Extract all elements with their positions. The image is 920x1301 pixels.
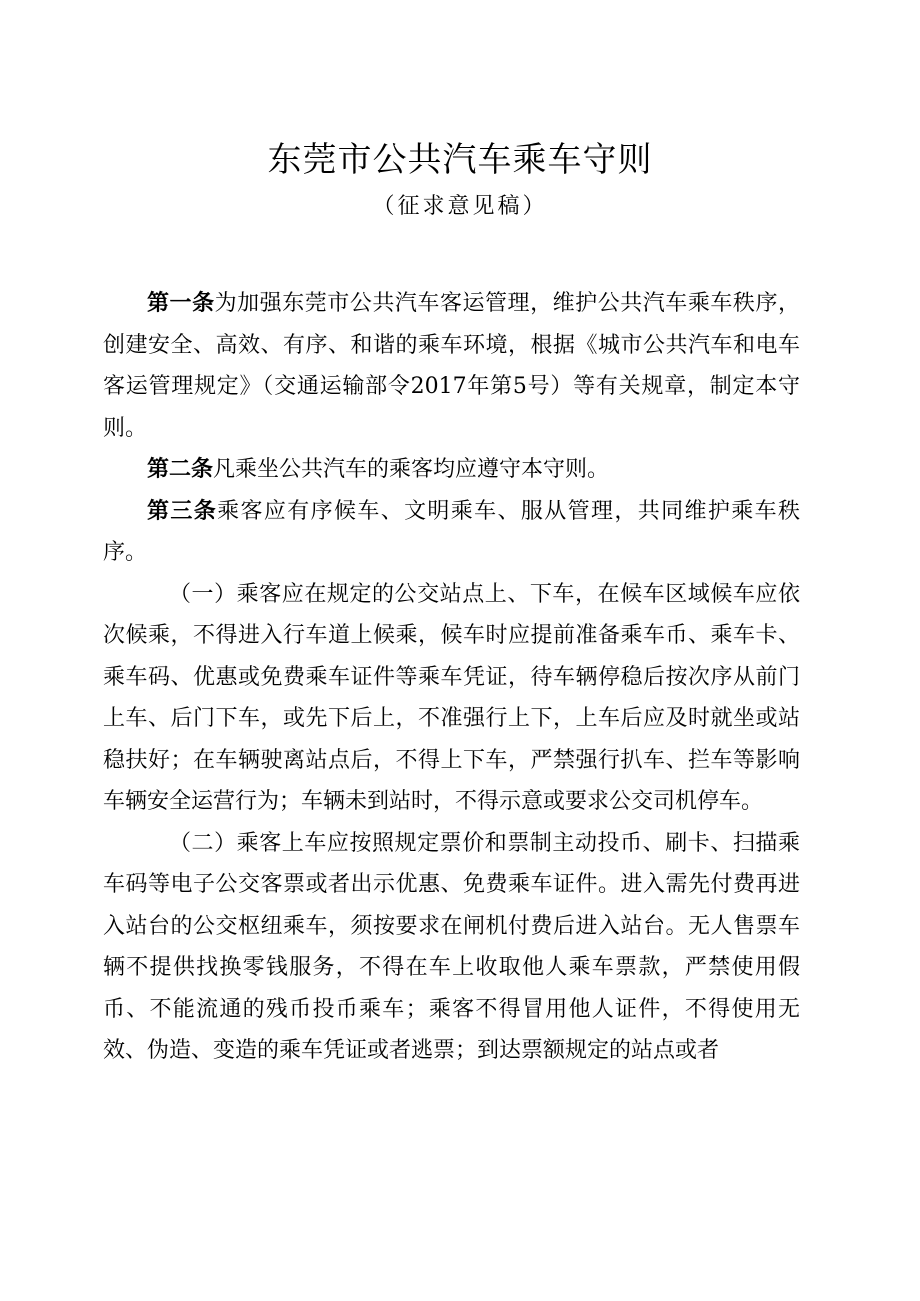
article-text: 乘客应有序候车、文明乘车、服从管理，共同维护乘车秩序。 [103, 498, 800, 565]
article-text: 为加强东莞市公共汽车客运管理，维护公共汽车乘车秩序，创建安全、高效、有序、和谐的乘车环境，根据《城市公共汽车和电车客运管理规定》（交通运输部令2017年第5号）等有关规章，制定本守则。 [103, 291, 800, 441]
clause-1: （一）乘客应在规定的公交站点上、下车，在候车区域候车应依次候乘，不得进入行车道上候乘，候车时应提前准备乘车币、乘车卡、乘车码、优惠或免费乘车证件等乘车凭证，待车辆停稳后按次序从前门上车、后门下车，或先下后上，不准强行上下，上车后应及时就坐或站稳扶好；在车辆驶离站点后，不得上下车，严禁强行扒车、拦车等影响车辆安全运营行为；车辆未到站时，不得示意或要求公交司机停车。 [103, 581, 800, 814]
article-label: 第二条 [147, 457, 214, 482]
document-body [103, 283, 800, 1072]
article-3 [103, 491, 800, 574]
article-label: 第一条 [147, 291, 215, 316]
document-subtitle: （征求意见稿） [372, 194, 548, 219]
article-2 [103, 449, 800, 491]
document-title: 东莞市公共汽车乘车守则 [267, 140, 653, 180]
article-1 [103, 283, 800, 449]
article-text: 凡乘坐公共汽车的乘客均应遵守本守则。 [213, 457, 610, 482]
article-label: 第三条 [147, 498, 218, 524]
clause-2: （二）乘客上车应按照规定票价和票制主动投币、刷卡、扫描乘车码等电子公交客票或者出示优惠、免费乘车证件。进入需先付费再进入站台的公交枢纽乘车，须按要求在闸机付费后进入站台。无人售票车辆不提供找换零钱服务，不得在车上收取他人乘车票款，严禁使用假币、不能流通的残币投币乘车；乘客不得冒用他人证件，不得使用无效、伪造、变造的乘车凭证或者逃票；到达票额规定的站点或者 [103, 830, 800, 1063]
